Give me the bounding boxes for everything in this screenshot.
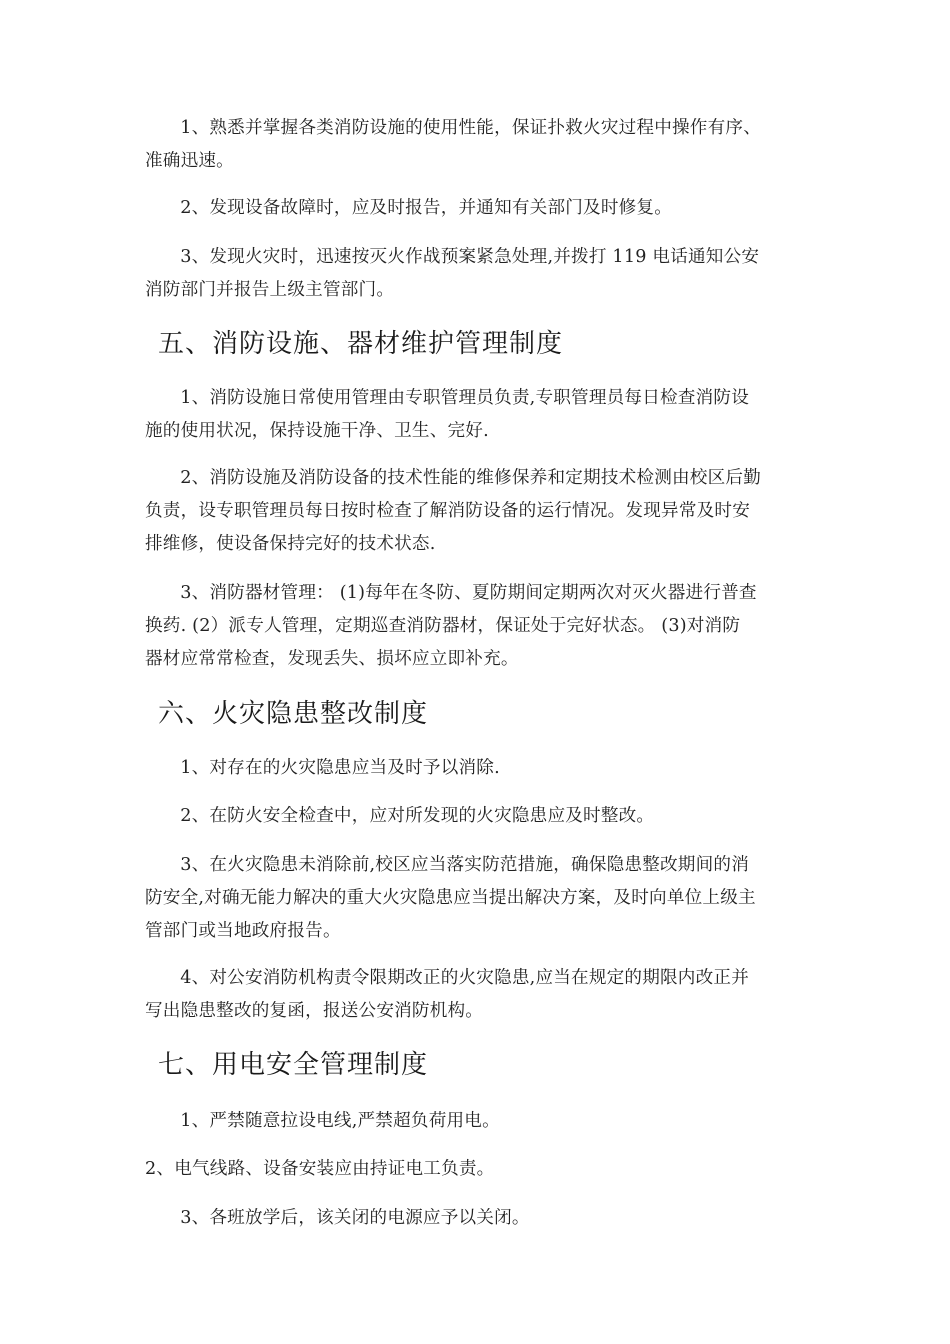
text-line: 准确迅速。 bbox=[145, 151, 234, 171]
paragraph bbox=[145, 382, 815, 448]
text-line: 管部门或当地政府报告。 bbox=[145, 921, 341, 941]
text-line: 消防部门并报告上级主管部门。 bbox=[145, 280, 395, 300]
paragraph bbox=[145, 1202, 815, 1235]
text-line: 2、消防设施及消防设备的技术性能的维修保养和定期技术检测由校区后勤 bbox=[180, 468, 761, 488]
text-line: 4、对公安消防机构责令限期改正的火灾隐患,应当在规定的期限内改正并 bbox=[180, 968, 749, 988]
text-line: 3、各班放学后，该关闭的电源应予以关闭。 bbox=[180, 1208, 530, 1228]
text-line: 换药. (2）派专人管理，定期巡查消防器材，保证处于完好状态。 (3)对消防 bbox=[145, 616, 741, 636]
paragraph bbox=[145, 1153, 815, 1186]
paragraph bbox=[145, 849, 815, 948]
section-heading: 五、消防设施、器材维护管理制度 bbox=[158, 329, 564, 359]
paragraph bbox=[145, 752, 815, 785]
text-line: 防安全,对确无能力解决的重大火灾隐患应当提出解决方案，及时向单位上级主 bbox=[145, 888, 756, 908]
paragraph bbox=[145, 1105, 815, 1138]
text-line: 负责，设专职管理员每日按时检查了解消防设备的运行情况。发现异常及时安 bbox=[145, 501, 750, 521]
text-line: 3、消防器材管理： (1)每年在冬防、夏防期间定期两次对灭火器进行普查 bbox=[180, 583, 757, 603]
text-line: 2、在防火安全检查中，应对所发现的火灾隐患应及时整改。 bbox=[180, 806, 655, 826]
text-line: 3、发现火灾时，迅速按灭火作战预案紧急处理,并拨打 119 电话通知公安 bbox=[180, 247, 760, 267]
paragraph bbox=[145, 241, 815, 307]
text-line: 排维修，使设备保持完好的技术状态. bbox=[145, 534, 436, 554]
paragraph bbox=[145, 112, 815, 178]
text-line: 器材应常常检查，发现丢失、损坏应立即补充。 bbox=[145, 649, 519, 669]
paragraph bbox=[145, 192, 815, 225]
text-line: 2、电气线路、设备安装应由持证电工负责。 bbox=[145, 1159, 495, 1179]
text-line: 施的使用状况，保持设施干净、卫生、完好. bbox=[145, 421, 489, 441]
text-line: 1、严禁随意拉设电线,严禁超负荷用电。 bbox=[180, 1111, 500, 1131]
text-line: 2、发现设备故障时，应及时报告，并通知有关部门及时修复。 bbox=[180, 198, 673, 218]
text-line: 3、在火灾隐患未消除前,校区应当落实防范措施，确保隐患整改期间的消 bbox=[180, 855, 749, 875]
paragraph bbox=[145, 577, 815, 676]
text-line: 1、对存在的火灾隐患应当及时予以消除. bbox=[180, 758, 500, 778]
text-line: 写出隐患整改的复函，报送公安消防机构。 bbox=[145, 1001, 484, 1021]
paragraph bbox=[145, 462, 815, 561]
section-heading: 六、火灾隐患整改制度 bbox=[158, 699, 429, 729]
section-heading: 七、用电安全管理制度 bbox=[158, 1050, 429, 1080]
text-line: 1、消防设施日常使用管理由专职管理员负责,专职管理员每日检查消防设 bbox=[180, 388, 749, 408]
paragraph bbox=[145, 800, 815, 833]
paragraph bbox=[145, 962, 815, 1028]
text-line: 1、熟悉并掌握各类消防设施的使用性能，保证扑救火灾过程中操作有序、 bbox=[180, 118, 761, 138]
